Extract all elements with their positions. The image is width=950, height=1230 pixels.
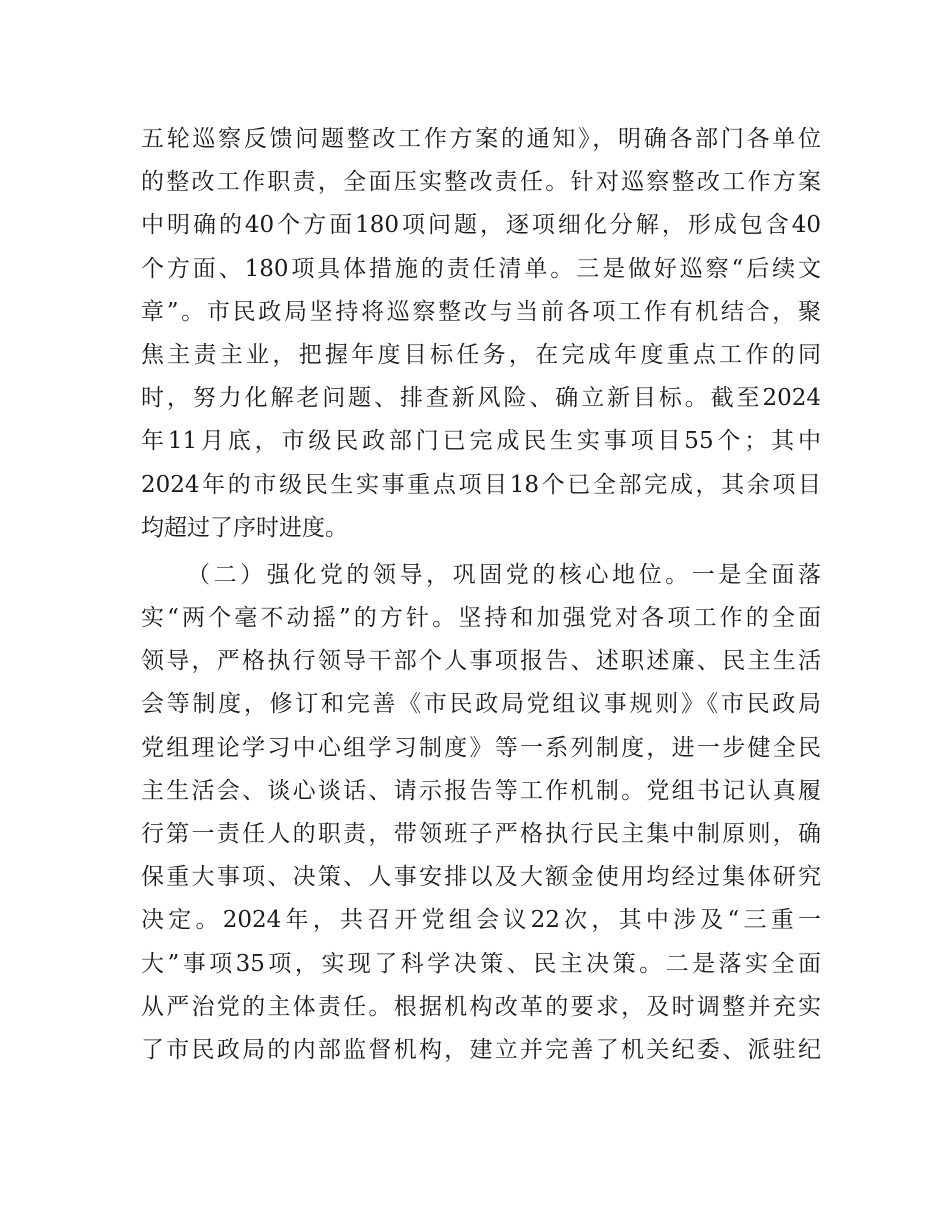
- paragraph-line: 均超过了序时进度。: [141, 514, 348, 541]
- document-body: [141, 118, 821, 1072]
- paragraph-line: 保重大事项、决策、人事安排以及大额金使用均经过集体研究: [141, 864, 821, 891]
- paragraph-line: 会等制度，修订和完善《市民政局党组议事规则》《市民政局: [141, 691, 821, 718]
- paragraph-2: [141, 554, 821, 1072]
- paragraph-line: 的整改工作职责，全面压实整改责任。针对巡察整改工作方案: [141, 169, 821, 196]
- paragraph-line: 从严治党的主体责任。根据机构改革的要求，及时调整并充实: [141, 993, 821, 1020]
- paragraph-line: 2024年的市级民生实事重点项目18个已全部完成，其余项目: [141, 471, 821, 498]
- paragraph-line: （二）强化党的领导，巩固党的核心地位。一是全面落: [187, 561, 821, 588]
- paragraph-line: 中明确的40个方面180项问题，逐项细化分解，形成包含40: [141, 212, 821, 239]
- paragraph-line: 领导，严格执行领导干部个人事项报告、述职述廉、民主生活: [141, 648, 821, 675]
- paragraph-line: 决定。2024年，共召开党组会议22次，其中涉及“三重一: [141, 907, 821, 934]
- paragraph-line: 党组理论学习中心组学习制度》等一系列制度，进一步健全民: [141, 734, 821, 761]
- paragraph-line: 了市民政局的内部监督机构，建立并完善了机关纪委、派驻纪: [141, 1036, 821, 1063]
- paragraph-line: 年11月底，市级民政部门已完成民生实事项目55个；其中: [141, 428, 821, 455]
- paragraph-1: [141, 118, 821, 550]
- paragraph-line: 实“两个毫不动摇”的方针。坚持和加强党对各项工作的全面: [141, 605, 821, 632]
- paragraph-line: 大”事项35项，实现了科学决策、民主决策。二是落实全面: [141, 950, 821, 977]
- paragraph-line: 行第一责任人的职责，带领班子严格执行民主集中制原则，确: [141, 821, 821, 847]
- paragraph-line: 焦主责主业，把握年度目标任务，在完成年度重点工作的同: [141, 341, 821, 368]
- paragraph-line: 个方面、180项具体措施的责任清单。三是做好巡察“后续文: [141, 255, 821, 282]
- paragraph-line: 五轮巡察反馈问题整改工作方案的通知》，明确各部门各单位: [141, 126, 821, 152]
- paragraph-line: 章”。市民政局坚持将巡察整改与当前各项工作有机结合，聚: [141, 298, 821, 325]
- paragraph-line: 主生活会、谈心谈话、请示报告等工作机制。党组书记认真履: [141, 777, 821, 804]
- paragraph-line: 时，努力化解老问题、排查新风险、确立新目标。截至2024: [141, 385, 821, 412]
